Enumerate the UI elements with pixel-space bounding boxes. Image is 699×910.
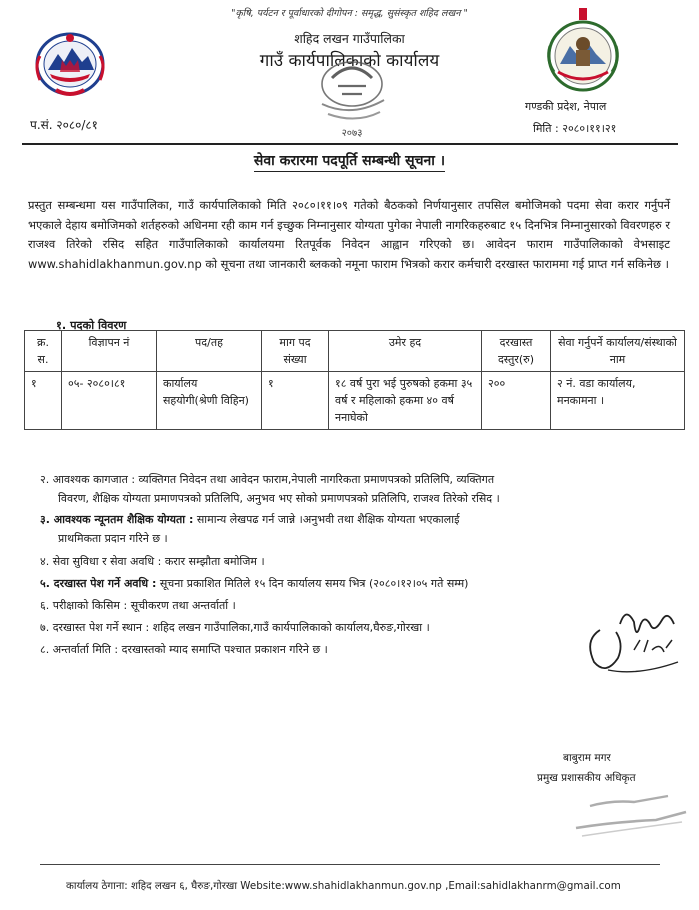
- post-details-table: [24, 330, 685, 430]
- list-item: [40, 470, 680, 508]
- col-office: सेवा गर्नुपर्ने कार्यालय/संस्थाको नाम: [551, 331, 685, 372]
- col-sn: क्र. स.: [25, 331, 62, 372]
- footer-contact: कार्यालय ठेगाना: शहिद लखन ६, घैरुङ,गोरखा Website:www.shahidlakhanmun.gov.np ,Email:sahidlakhanrm@gmail.com: [66, 880, 621, 892]
- cell-adv-no: ०५- २०८०।८१: [62, 372, 157, 430]
- office-motto: "कृषि, पर्यटन र पूर्वाधारको दीगोपन : समृद्ध, सुसंस्कृत शहिद लखन ": [231, 8, 468, 19]
- stamp-year: २०७३: [341, 128, 363, 139]
- signatory-name: बाबुराम मगर: [563, 752, 611, 764]
- handwritten-signature: [578, 600, 688, 690]
- item-continuation: प्राथमिकता प्रदान गरिने छ ।: [58, 532, 168, 545]
- item-label: ७. दरखास्त पेश गर्ने स्थान :: [40, 621, 150, 634]
- office-stamp: [292, 38, 412, 142]
- signatory-title: प्रमुख प्रशासकीय अधिकृत: [537, 772, 636, 784]
- item-text: सामान्य लेखपढ गर्न जान्ने ।अनुभवी तथा शैक्षिक योग्यता भएकालाई: [196, 513, 460, 526]
- list-item: [40, 552, 680, 571]
- municipality-name: शहिद लखन गाउँपालिका: [294, 31, 405, 46]
- name-stamp: [572, 790, 692, 846]
- province-name: गण्डकी प्रदेश, नेपाल: [525, 100, 607, 113]
- item-label: ४. सेवा सुविधा र सेवा अवधि :: [40, 555, 162, 568]
- reference-number: प.सं. २०८०/८१: [30, 118, 98, 132]
- item-continuation: विवरण, शैक्षिक योग्यता प्रमाणपत्रको प्रतिलिपि, अनुभव भए सोको प्रमाणपत्रको प्रतिलिपि, राजश्व तिरेको रसिद ।: [58, 492, 500, 505]
- item-text: व्यक्तिगत निवेदन तथा आवेदन फाराम,नेपाली नागरिकता प्रमाणपत्रको प्रतिलिपि, व्यक्तिगत: [138, 473, 495, 486]
- notice-title-text: सेवा करारमा पदपूर्ति सम्बन्धी सूचना ।: [254, 153, 445, 172]
- table-row: [25, 372, 685, 430]
- item-text: दरखास्तको म्याद समाप्ति पश्चात प्रकाशन गरिने छ ।: [121, 643, 328, 656]
- header-divider: [22, 143, 678, 145]
- list-item: [40, 574, 680, 593]
- item-text: करार सम्झौता बमोजिम ।: [164, 555, 265, 568]
- cell-count: १: [262, 372, 329, 430]
- item-label: २. आवश्यक कागजात :: [40, 473, 136, 486]
- col-age: उमेर हद: [329, 331, 482, 372]
- cell-office: २ नं. वडा कार्यालय, मनकामना ।: [551, 372, 685, 430]
- col-count: माग पद संख्या: [262, 331, 329, 372]
- item-label: ३. आवश्यक न्यूनतम शैक्षिक योग्यता :: [40, 513, 194, 526]
- list-item: [40, 510, 680, 548]
- table-header-row: [25, 331, 685, 372]
- cell-fee: २००: [482, 372, 551, 430]
- notice-title: [0, 151, 699, 170]
- item-label: ८. अन्तर्वार्ता मिति :: [40, 643, 119, 656]
- cell-post: कार्यालय सहयोगी(श्रेणी विहिन): [157, 372, 262, 430]
- item-label: ६. परीक्षाको किसिम :: [40, 599, 128, 612]
- notice-intro: प्रस्तुत सम्बन्धमा यस गाउँपालिका, गाउँ कार्यपालिकाको मिति २०८०।११।०९ गतेको बैठकको निर्णयानुसार तपसिल बमोजिमको पदमा सेवा करार गर्नुपर्ने भएकाले देहाय बमोजिमको शर्तहरुको अधिनमा रही काम गर्न इच्छुक निम्नानुसार योग्यता पुगेका नेपाली नागरिकहरुबाट १५ दिनभित्र निम्नानुसारको विवरणहरु र राजश्व तिरेको रसिद सहित गाउँपालिकाको कार्यालयमा रितपूर्वक निवेदन आह्वान गरिएको छ। आवेदन फाराम गाउँपालिकाको वेभसाइट www.shahidlakhanmun.gov.np को सूचना तथा जानकारी ब्लकको नमूना फाराम भित्रको करार कर्मचारी दरखास्त फाराममा गई प्राप्त गर्न सकिनेछ ।: [28, 198, 670, 272]
- item-text: शहिद लखन गाउँपालिका,गाउँ कार्यपालिकाको कार्यालय,घैरुङ,गोरखा ।: [152, 621, 430, 634]
- col-fee: दरखास्त दस्तुर(रु): [482, 331, 551, 372]
- notice-date: मिति : २०८०।११।२१: [533, 122, 617, 135]
- footer-divider: [40, 864, 660, 865]
- section-post-details-heading: १. पदको विवरण: [56, 319, 127, 332]
- cell-age: १८ वर्ष पुरा भई पुरुषको हकमा ३५ वर्ष र महिलाको हकमा ४० वर्ष ननाघेको: [329, 372, 482, 430]
- item-text: सूचीकरण तथा अन्तर्वार्ता ।: [130, 599, 236, 612]
- cell-sn: १: [25, 372, 62, 430]
- item-text: सूचना प्रकाशित मितिले १५ दिन कार्यालय समय भित्र (२०८०।१२।०५ गते सम्म): [159, 577, 469, 590]
- item-label: ५. दरखास्त पेश गर्ने अवधि :: [40, 577, 157, 590]
- col-adv-no: विज्ञापन नं: [62, 331, 157, 372]
- col-post: पद/तह: [157, 331, 262, 372]
- office-name: गाउँ कार्यपालिकाको कार्यालय: [259, 51, 440, 71]
